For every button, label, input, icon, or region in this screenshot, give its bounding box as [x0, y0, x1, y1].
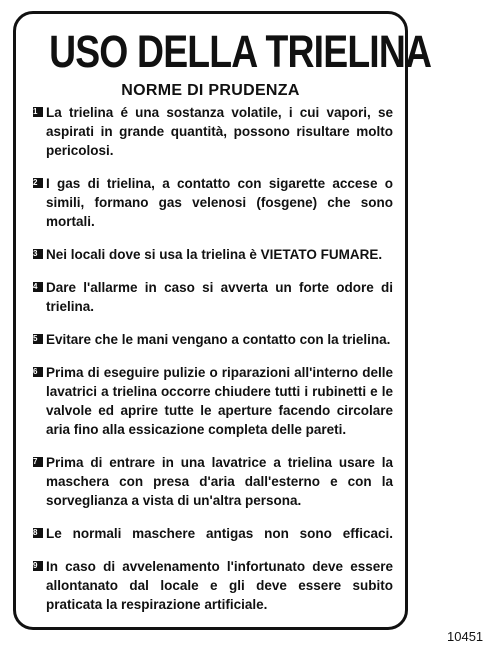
rule-item-2 [33, 174, 393, 231]
safety-sign [13, 11, 432, 630]
rule-number-badge: 3 [33, 249, 43, 259]
rule-number-badge: 8 [33, 528, 43, 538]
rule-text: Prima di entrare in una lavatrice a trielina usare la maschera con presa d'aria dall'esterno e con la sorveglianza a vista di un'altra persona. [46, 455, 393, 508]
rule-text: Prima di eseguire pulizie o riparazioni all'interno delle lavatrici a trielina occorre chiudere tutti i rubinetti e le valvole ed aprire tutte le aperture facendo circolare aria fino alla essicazione completa delle pareti. [46, 365, 393, 437]
rule-item-1 [33, 103, 393, 160]
rule-item-5 [33, 330, 393, 349]
sign-subtitle: NORME DI PRUDENZA [121, 82, 300, 99]
rule-text: Le normali maschere antigas non sono efficaci. [46, 526, 393, 541]
sign-title: USO DELLA TRIELINA [49, 26, 432, 77]
product-code: 10451 [447, 629, 484, 644]
rule-number-badge: 5 [33, 334, 43, 344]
rule-number-badge: 1 [33, 107, 43, 117]
rule-text: Dare l'allarme in caso si avverta un forte odore di trielina. [46, 280, 393, 314]
rule-item-6 [33, 363, 393, 439]
rules-list [33, 103, 393, 628]
rule-number-badge: 6 [33, 367, 43, 377]
rule-item-9 [33, 557, 393, 614]
rule-number-badge: 2 [33, 178, 43, 188]
rule-item-4 [33, 278, 393, 316]
rule-text: I gas di trielina, a contatto con sigarette accese o simili, formano gas velenosi (fosgene) che sono mortali. [46, 176, 393, 229]
rule-text: Nei locali dove si usa la trielina è VIETATO FUMARE. [46, 247, 383, 262]
rule-text: La trielina é una sostanza volatile, i cui vapori, se aspirati in grande quantità, possono risultare molto pericolosi. [46, 105, 393, 158]
rule-number-badge: 9 [33, 561, 43, 571]
rule-item-7 [33, 453, 393, 510]
rule-text: In caso di avvelenamento l'infortunato deve essere allontanato dal locale e gli deve essere subito praticata la respirazione artificiale. [46, 559, 393, 612]
rule-text: Evitare che le mani vengano a contatto con la trielina. [46, 332, 391, 347]
rule-number-badge: 4 [33, 282, 43, 292]
rule-item-3 [33, 245, 393, 264]
rule-number-badge: 7 [33, 457, 43, 467]
rule-item-8 [33, 524, 393, 543]
